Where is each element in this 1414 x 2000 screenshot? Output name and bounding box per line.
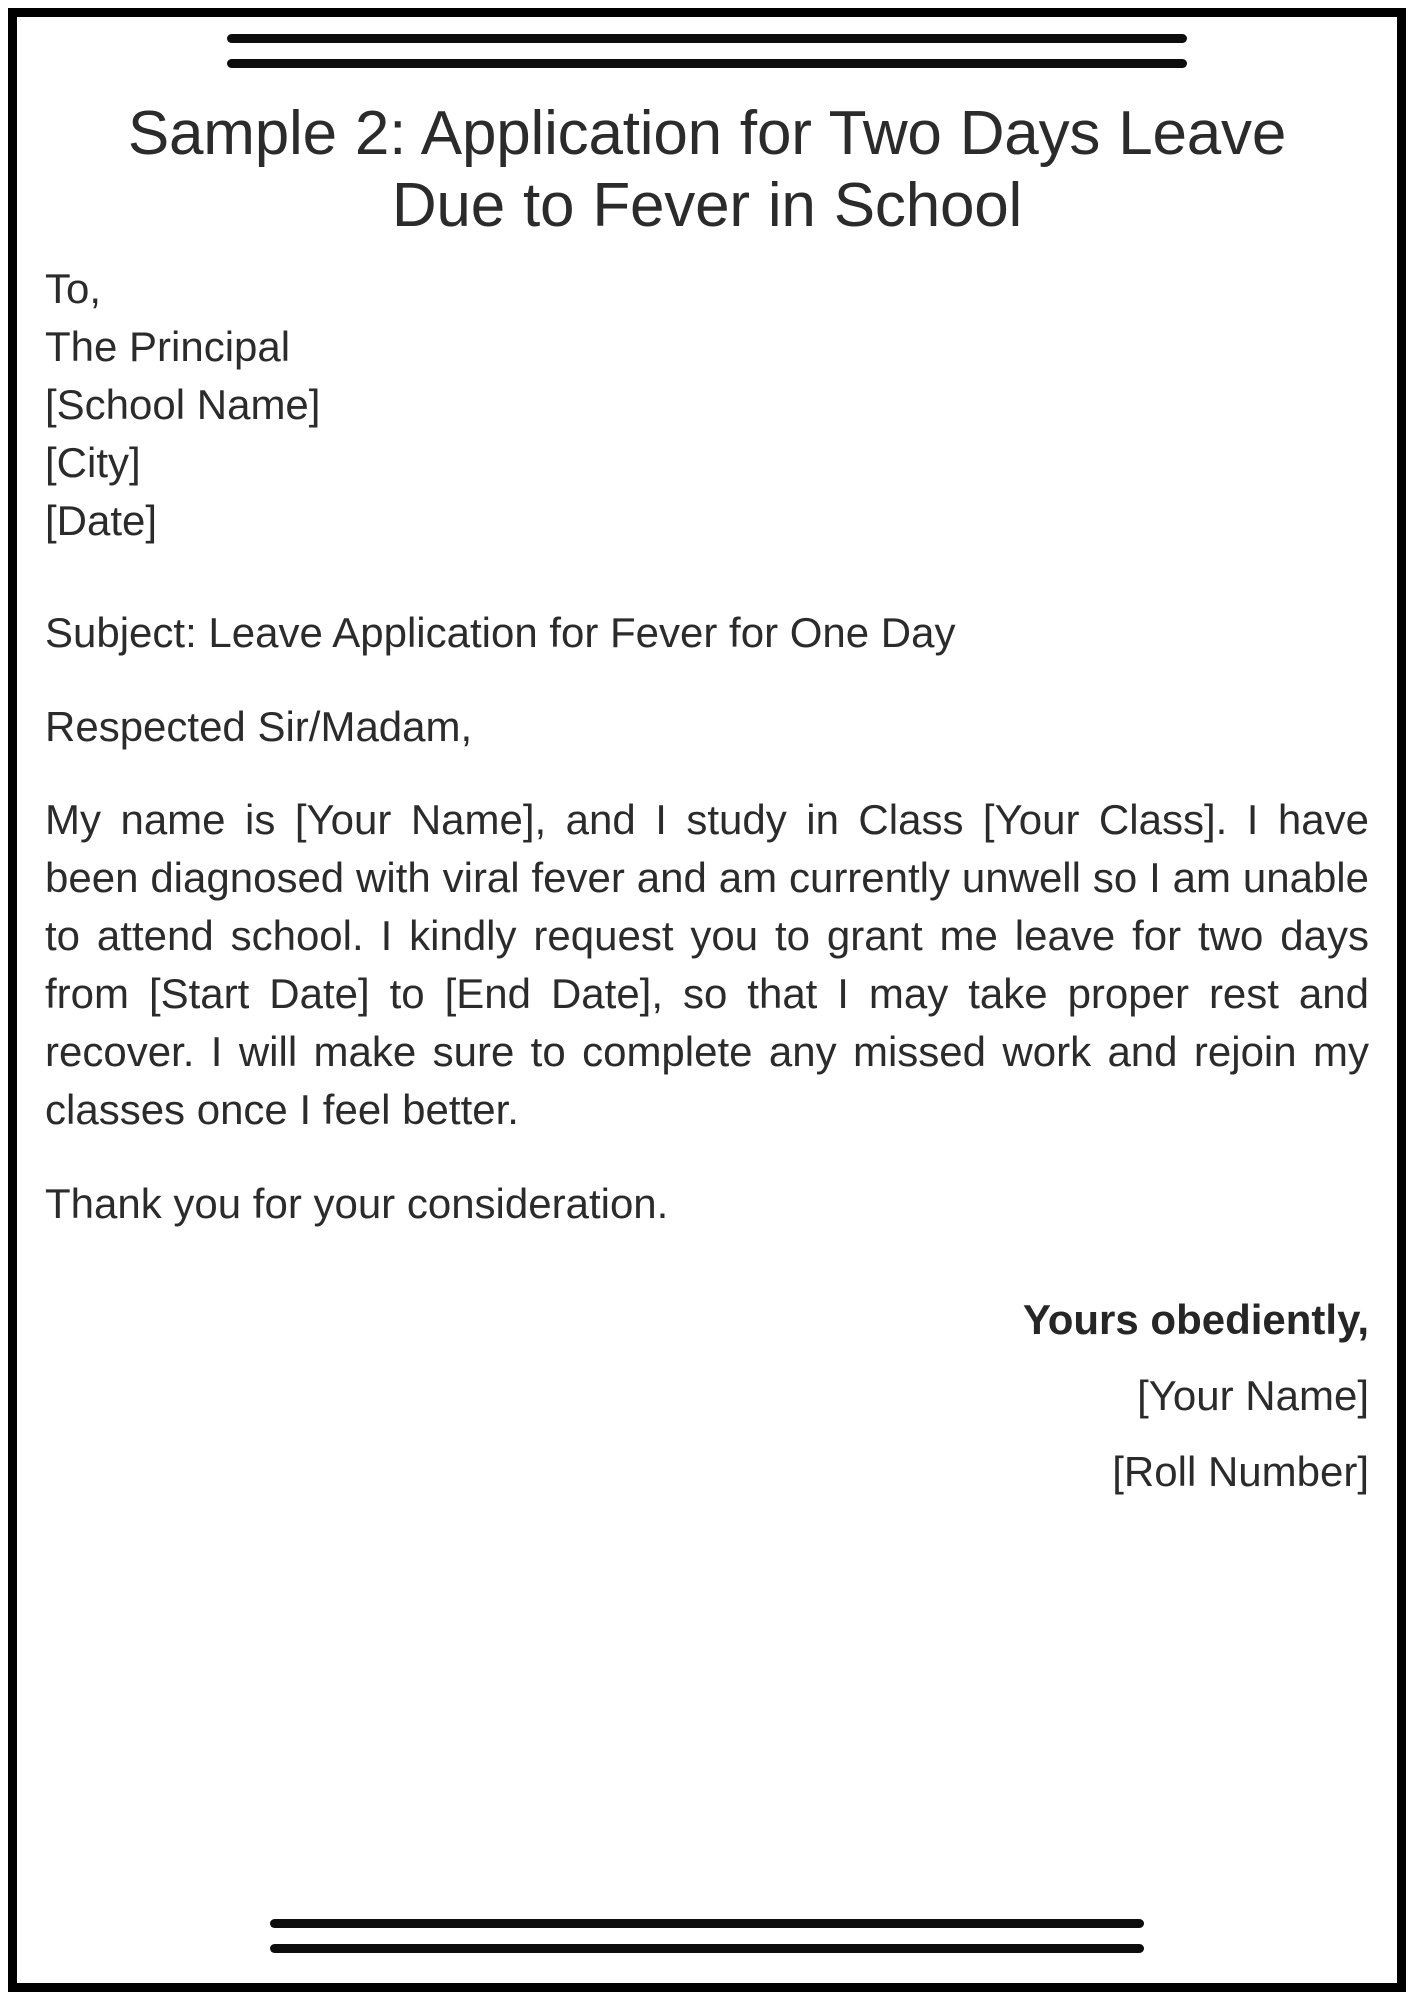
closing-block	[45, 1291, 1369, 1501]
spacer-after-subject	[45, 662, 1369, 698]
header-double-rule	[45, 17, 1369, 68]
document-content	[17, 17, 1397, 1983]
recipient-school: [School Name]	[45, 380, 321, 428]
recipient-date: [Date]	[45, 496, 158, 544]
spacer-after-body	[45, 1139, 1369, 1175]
closing-label: Yours obediently,	[1022, 1296, 1369, 1344]
salutation: Respected Sir/Madam,	[45, 702, 473, 750]
recipient-to-label: To,	[45, 264, 102, 312]
thanks-line: Thank you for your consideration.	[45, 1180, 669, 1228]
header-rule-top	[227, 34, 1187, 43]
footer-rule-bottom	[270, 1944, 1144, 1953]
footer-double-rule-wrap	[45, 1919, 1369, 1953]
page-title: Sample 2: Application for Two Days Leave Due to Fever in School	[127, 99, 1287, 240]
body-paragraph: My name is [Your Name], and I study in Class [Your Class]. I have been diagnosed with viral fever and am currently unwell so I am unable to attend school. I kindly request you to grant me leave for two days from [Start Date] to [End Date], so that I may take proper rest and recover. I will make sure to complete any missed work and rejoin my classes once I feel better.	[45, 796, 1369, 1134]
footer-double-rule	[45, 1919, 1369, 1953]
signature-roll-number: [Roll Number]	[1112, 1448, 1369, 1496]
subject-line: Subject: Leave Application for Fever for One Day	[45, 608, 956, 656]
recipient-designation: The Principal	[45, 322, 291, 370]
spacer-after-salutation	[45, 755, 1369, 791]
footer-rule-top	[270, 1919, 1144, 1928]
header-rule-bottom	[227, 59, 1187, 68]
recipient-city: [City]	[45, 438, 141, 486]
spacer-after-address	[45, 550, 1369, 604]
letter-body	[45, 260, 1369, 1501]
signature-name: [Your Name]	[1137, 1372, 1369, 1420]
